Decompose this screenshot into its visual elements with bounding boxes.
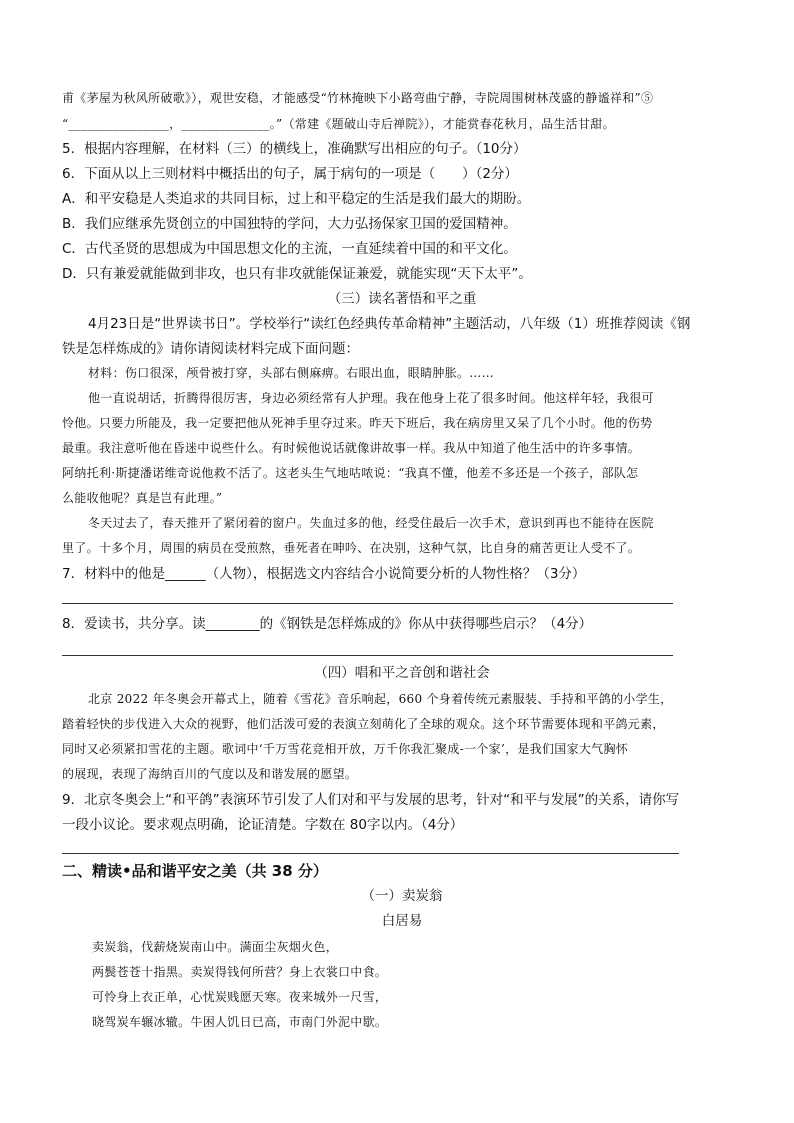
question-8: 8．爱读书，共分享。读________的《钢铁是怎样炼成的》你从中获得哪些启示？（4分） (62, 616, 593, 632)
poem-reference-line-2: “________________，______________。”（常建《题破山寺后禅院》），才能赏春花秋月，品生活甘甜。 (62, 117, 615, 131)
answer-line-7[interactable] (62, 603, 673, 604)
poem-line-4: 晓驾炭车辗冰辙。牛困人饥日已高，市南门外泥中歇。 (92, 1015, 388, 1029)
material-line-8: 里了。十多个月，周围的病员在受煎熬，垂死者在呻吟、在决别，这种气氛，比自身的痛苦更让人受不了。 (62, 541, 641, 555)
section-3-intro-1: 4月23日是“世界读书日”。学校举行“读红色经典传革命精神”主题活动，八年级（1）班推荐阅读《钢 (88, 316, 691, 332)
question-9-line-2: 一段小议论。要求观点明确，论证清楚。字数在 80字以内。（4分） (62, 817, 464, 833)
section-4-para-line-2: 踏着轻快的步伐进入大众的视野，他们活泼可爱的表演立刻萌化了全球的观众。这个环节需要体现和平鸽元素， (62, 717, 665, 731)
section-4-para-line-3: 同时又必须紧扣雪花的主题。歌词中‘千万雪花竞相开放，万千你我汇聚成-一个家’，是我们国家大气胸怀 (62, 742, 629, 756)
material-line-6: 么能收他呢？真是岂有此理。” (62, 491, 223, 505)
poem-title: （一）卖炭翁 (361, 888, 443, 904)
option-b: B．我们应继承先贤创立的中国独特的学问，大力弘扬保家卫国的爱国精神。 (62, 216, 517, 232)
material-line-2: 他一直说胡话，折腾得很厉害，身边必须经常有人护理。我在他身上花了很多时间。他这样年轻，我很可 (88, 391, 654, 405)
question-6: 6．下面从以上三则材料中概括出的句子，属于病句的一项是（ ）（2分） (62, 166, 518, 182)
section-4-para-line-4: 的展现，表现了海纳百川的气度以及和谐发展的愿望。 (62, 767, 358, 781)
material-line-1: 材料：伤口很深，颅骨被打穿，头部右侧麻痹。右眼出血，眼睛肿胀。…… (88, 366, 494, 380)
section-4-para-line-1: 北京 2022 年冬奥会开幕式上，随着《雪花》音乐响起，660 个身着传统元素服装、手持和平鸽的小学生， (88, 692, 673, 706)
question-5: 5．根据内容理解，在材料（三）的横线上，准确默写出相应的句子。（10分） (62, 141, 527, 157)
answer-line-9[interactable] (62, 853, 679, 854)
section-4-title: （四）唱和平之音创和谐社会 (314, 665, 490, 681)
poem-reference-line-1: 甫《茅屋为秋风所破歌》），观世安稳，才能感受“竹林掩映下小路弯曲宁静，寺院周围树林茂盛的静谧祥和”⑤ (62, 91, 654, 105)
material-line-4: 最重。我注意听他在昏迷中说些什么。有时候他说话就像讲故事一样。我从中知道了他生活中的许多事情。 (62, 441, 641, 455)
material-line-5: 阿纳托利·斯捷潘诺维奇说他救不活了。这老头生气地咕哝说：“我真不懂，他差不多还是一个孩子，部队怎 (62, 466, 639, 480)
answer-line-8[interactable] (62, 655, 673, 656)
section-3-intro-2: 铁是怎样炼成的》请你请阅读材料完成下面问题： (62, 341, 359, 357)
question-7: 7．材料中的他是______（人物），根据选文内容结合小说简要分析的人物性格？（3分） (62, 566, 586, 582)
question-9-line-1: 9．北京冬奥会上“和平鸽”表演环节引发了人们对和平与发展的思考，针对“和平与发展”的关系，请你写 (62, 792, 680, 808)
poem-line-2: 两鬓苍苍十指黑。卖炭得钱何所营？身上衣裳口中食。 (92, 965, 388, 979)
poem-line-3: 可怜身上衣正单，心忧炭贱愿天寒。夜来城外一尺雪， (92, 990, 388, 1004)
poem-author: 白居易 (381, 913, 423, 929)
option-c: C．古代圣贤的思想成为中国思想文化的主流，一直延续着中国的和平文化。 (62, 241, 517, 257)
poem-line-1: 卖炭翁，伐薪烧炭南山中。满面尘灰烟火色， (92, 940, 339, 954)
material-line-7: 冬天过去了，春天推开了紧闭着的窗户。失血过多的他，经受住最后一次手术，意识到再也不能待在医院 (88, 516, 654, 530)
option-d: D．只有兼爱就能做到非攻，也只有非攻就能保证兼爱，就能实现“天下太平”。 (62, 266, 532, 282)
section-3-title: （三）读名著悟和平之重 (327, 291, 477, 307)
material-line-3: 怜他。只要力所能及，我一定要把他从死神手里夺过来。昨天下班后，我在病房里又呆了几个小时。他的伤势 (62, 416, 653, 430)
option-a: A．和平安稳是人类追求的共同目标，过上和平稳定的生活是我们最大的期盼。 (62, 191, 531, 207)
part-2-heading: 二、精读•品和谐平安之美（共 38 分） (62, 862, 328, 880)
